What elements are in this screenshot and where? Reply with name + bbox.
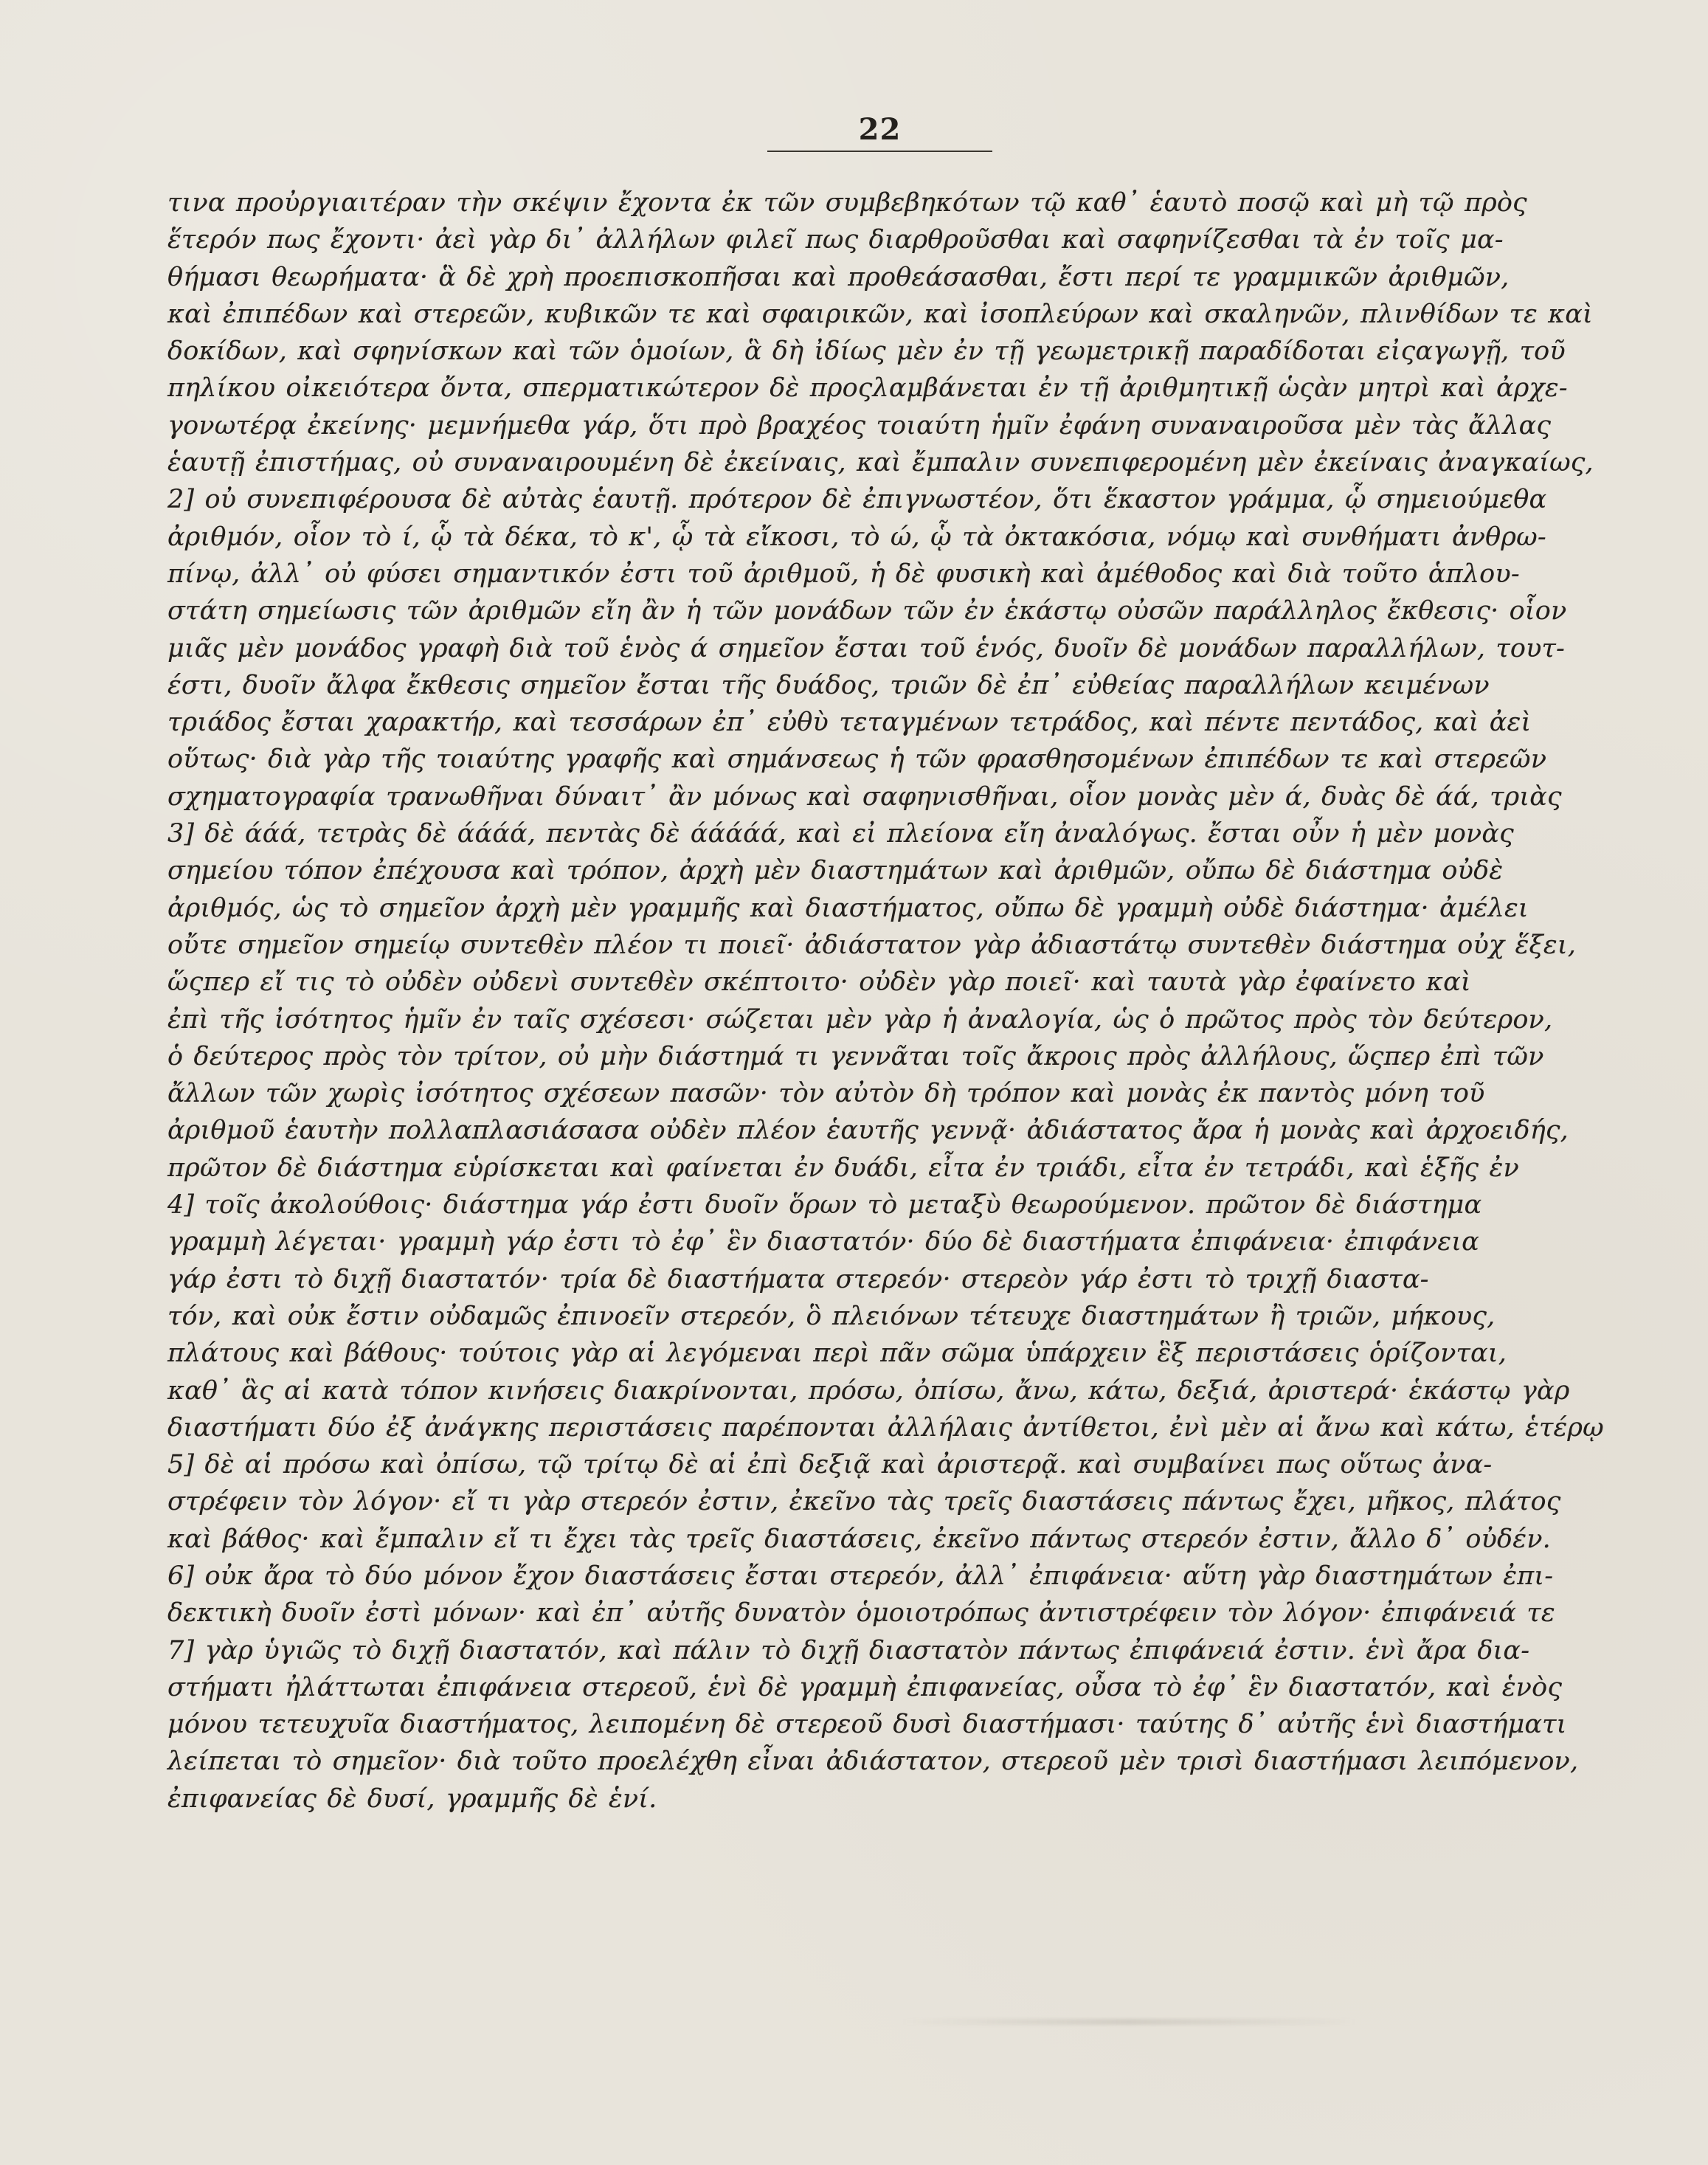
text-line: καθ᾽ ἃς αἱ κατὰ τόπον κινήσεις διακρίνονται, πρόσω, ὀπίσω, ἄνω, κάτω, δεξιά, ἀριστερά· ἑκάστῳ γὰρ xyxy=(167,1375,1570,1406)
text-line: 3] δὲ άάά, τετρὰς δὲ άάάά, πεντὰς δὲ άάάάά, καὶ εἰ πλείονα εἴη ἀναλόγως. ἔσται οὖν ἡ μὲν μονὰς xyxy=(167,819,1514,849)
text-line: ἐπιφανείας δὲ δυσί, γραμμῆς δὲ ἑνί. xyxy=(167,1784,657,1814)
text-line: 2] οὐ συνεπιφέρουσα δὲ αὐτὰς ἑαυτῇ. πρότερον δὲ ἐπιγνωστέον, ὅτι ἕκαστον γράμμα, ᾧ σημειούμεθα xyxy=(167,485,1547,515)
text-line: ὁ δεύτερος πρὸς τὸν τρίτον, οὐ μὴν διάστημά τι γεννᾶται τοῖς ἄκροις πρὸς ἀλλήλους, ὥςπερ ἐπὶ τῶν xyxy=(167,1041,1544,1071)
page-number: 22 xyxy=(858,112,902,147)
text-line: σχηματογραφία τρανωθῆναι δύναιτ᾽ ἂν μόνως καὶ σαφηνισθῆναι, οἷον μονὰς μὲν ά, δυὰς δὲ άά, τριὰς xyxy=(167,781,1562,812)
text-line: τριάδος ἔσται χαρακτήρ, καὶ τεσσάρων ἐπ᾽ εὐθὺ τεταγμένων τετράδος, καὶ πέντε πεντάδος, καὶ ἀεὶ xyxy=(167,708,1532,738)
text-line: ἀριθμόν, οἷον τὸ ί, ᾧ τὰ δέκα, τὸ κ', ᾧ τὰ εἴκοσι, τὸ ώ, ᾧ τὰ ὀκτακόσια, νόμῳ καὶ συνθήματι ἀνθρω- xyxy=(167,522,1546,552)
text-line: έστι, δυοῖν ἄλφα ἔκθεσις σημεῖον ἔσται τῆς δυάδος, τριῶν δὲ ἐπ᾽ εὐθείας παραλλήλων κειμένων xyxy=(167,670,1490,700)
text-line: θήμασι θεωρήματα· ἃ δὲ χρὴ προεπισκοπῆσαι καὶ προθεάσασθαι, ἔστι περί τε γραμμικῶν ἀριθμῶν, xyxy=(167,262,1510,292)
text-line: οὔτε σημεῖον σημείῳ συντεθὲν πλέον τι ποιεῖ· ἀδιάστατον γὰρ ἀδιαστάτῳ συντεθὲν διάστημα οὐχ ἕξει, xyxy=(167,930,1576,960)
text-line: 7] γὰρ ὑγιῶς τὸ διχῇ διαστατόν, καὶ πάλιν τὸ διχῇ διαστατὸν πάντως ἐπιφάνειά ἐστιν. ἑνὶ ἄρα δια- xyxy=(167,1635,1530,1665)
text-line: ἕτερόν πως ἔχοντι· ἀεὶ γὰρ δι᾽ ἀλλήλων φιλεῖ πως διαρθροῦσθαι καὶ σαφηνίζεσθαι τὰ ἐν τοῖς μα- xyxy=(167,225,1504,255)
text-line: ἀριθμοῦ ἑαυτὴν πολλαπλασιάσασα οὐδὲν πλέον ἑαυτῆς γεννᾷ· ἀδιάστατος ἄρα ἡ μονὰς καὶ ἀρχοειδής, xyxy=(167,1116,1569,1146)
text-line: στήματι ἠλάττωται ἐπιφάνεια στερεοῦ, ἑνὶ δὲ γραμμὴ ἐπιφανείας, οὖσα τὸ ἐφ᾽ ἓν διαστατόν, καὶ ἑνὸς xyxy=(167,1672,1563,1702)
text-line: καὶ βάθος· καὶ ἔμπαλιν εἴ τι ἔχει τὰς τρεῖς διαστάσεις, ἐκεῖνο πάντως στερεόν ἐστιν, ἄλλο δ᾽ οὐδέν. xyxy=(167,1524,1551,1554)
text-line: μιᾶς μὲν μονάδος γραφὴ διὰ τοῦ ἑνὸς ά σημεῖον ἔσται τοῦ ἑνός, δυοῖν δὲ μονάδων παραλλήλων, τουτ- xyxy=(167,633,1566,663)
text-line: 4] τοῖς ἀκολούθοις· διάστημα γάρ ἐστι δυοῖν ὅρων τὸ μεταξὺ θεωρούμενον. πρῶτον δὲ διάστημα xyxy=(167,1190,1482,1220)
text-line: 5] δὲ αἱ πρόσω καὶ ὀπίσω, τῷ τρίτῳ δὲ αἱ ἐπὶ δεξιᾷ καὶ ἀριστερᾷ. καὶ συμβαίνει πως οὕτως ἀνα- xyxy=(167,1450,1493,1480)
text-line: πλάτους καὶ βάθους· τούτοις γὰρ αἱ λεγόμεναι περὶ πᾶν σῶμα ὑπάρχειν ἓξ περιστάσεις ὁρίζονται, xyxy=(167,1339,1507,1369)
text-line: καὶ ἐπιπέδων καὶ στερεῶν, κυβικῶν τε καὶ σφαιρικῶν, καὶ ἰσοπλεύρων καὶ σκαληνῶν, πλινθίδων τε καὶ xyxy=(167,299,1593,329)
text-line: γονωτέρᾳ ἐκείνης· μεμνήμεθα γάρ, ὅτι πρὸ βραχέος τοιαύτη ἡμῖν ἐφάνη συναναιροῦσα μὲν τὰς ἄλλας xyxy=(167,410,1552,441)
text-line: πίνῳ, ἀλλ᾽ οὐ φύσει σημαντικόν ἐστι τοῦ ἀριθμοῦ, ἡ δὲ φυσικὴ καὶ ἀμέθοδος καὶ διὰ τοῦτο ἁπλου- xyxy=(167,559,1520,589)
text-line: σημείου τόπον ἐπέχουσα καὶ τρόπον, ἀρχὴ μὲν διαστημάτων καὶ ἀριθμῶν, οὔπω δὲ διάστημα οὐδὲ xyxy=(167,856,1504,886)
text-line: μόνου τετευχυῖα διαστήματος, λειπομένη δὲ στερεοῦ δυσὶ διαστήμασι· ταύτης δ᾽ αὐτῆς ἑνὶ διαστήματι xyxy=(167,1710,1567,1740)
text-line: οὕτως· διὰ γὰρ τῆς τοιαύτης γραφῆς καὶ σημάνσεως ἡ τῶν φρασθησομένων ἐπιπέδων τε καὶ στερεῶν xyxy=(167,745,1547,775)
text-line: ὥςπερ εἴ τις τὸ οὐδὲν οὐδενὶ συντεθὲν σκέπτοιτο· οὐδὲν γὰρ ποιεῖ· καὶ ταυτὰ γὰρ ἐφαίνετο καὶ xyxy=(167,967,1471,998)
text-line: 6] οὐκ ἄρα τὸ δύο μόνον ἔχον διαστάσεις ἔσται στερεόν, ἀλλ᾽ ἐπιφάνεια· αὕτη γὰρ διαστημάτων ἐπι- xyxy=(167,1561,1554,1591)
text-line: λείπεται τὸ σημεῖον· διὰ τοῦτο προελέχθη εἶναι ἀδιάστατον, στερεοῦ μὲν τρισὶ διαστήμασι λειπόμενον, xyxy=(167,1747,1579,1777)
greek-text-block xyxy=(167,184,1604,1817)
text-line: ἄλλων τῶν χωρὶς ἰσότητος σχέσεων πασῶν· τὸν αὐτὸν δὴ τρόπον καὶ μονὰς ἐκ παντὸς μόνη τοῦ xyxy=(167,1079,1485,1109)
text-line: δοκίδων, καὶ σφηνίσκων καὶ τῶν ὁμοίων, ἃ δὴ ἰδίως μὲν ἐν τῇ γεωμετρικῇ παραδίδοται εἰςαγωγῇ, τοῦ xyxy=(167,336,1566,367)
text-line: τινα προὐργιαιτέραν τὴν σκέψιν ἔχοντα ἐκ τῶν συμβεβηκότων τῷ καθ᾽ ἑαυτὸ ποσῷ καὶ μὴ τῷ πρὸς xyxy=(167,188,1527,218)
page-header xyxy=(767,112,992,156)
text-line: ἀριθμός, ὡς τὸ σημεῖον ἀρχὴ μὲν γραμμῆς καὶ διαστήματος, οὔπω δὲ γραμμὴ οὐδὲ διάστημα· ἀμέλει xyxy=(167,893,1529,923)
text-line: ἐπὶ τῆς ἰσότητος ἡμῖν ἐν ταῖς σχέσεσι· σώζεται μὲν γὰρ ἡ ἀναλογία, ὡς ὁ πρῶτος πρὸς τὸν δεύτερον, xyxy=(167,1004,1553,1035)
text-line: τόν, καὶ οὐκ ἔστιν οὐδαμῶς ἐπινοεῖν στερεόν, ὃ πλειόνων τέτευχε διαστημάτων ἢ τριῶν, μήκους, xyxy=(167,1301,1496,1331)
text-line: δεκτικὴ δυοῖν ἐστὶ μόνων· καὶ ἐπ᾽ αὐτῆς δυνατὸν ὁμοιοτρόπως ἀντιστρέφειν τὸν λόγον· ἐπιφάνειά τε xyxy=(167,1598,1555,1629)
text-line: γάρ ἐστι τὸ διχῇ διαστατόν· τρία δὲ διαστήματα στερεόν· στερεὸν γάρ ἐστι τὸ τριχῇ διαστα- xyxy=(167,1264,1429,1294)
text-line: γραμμὴ λέγεται· γραμμὴ γάρ ἐστι τὸ ἐφ᾽ ἓν διαστατόν· δύο δὲ διαστήματα ἐπιφάνεια· ἐπιφάνεια xyxy=(167,1227,1479,1257)
show-through-mark xyxy=(900,2019,1358,2025)
text-line: πρῶτον δὲ διάστημα εὑρίσκεται καὶ φαίνεται ἐν δυάδι, εἶτα ἐν τριάδι, εἶτα ἐν τετράδι, καὶ ἑξῆς ἐν xyxy=(167,1153,1519,1183)
text-line: στάτη σημείωσις τῶν ἀριθμῶν εἴη ἂν ἡ τῶν μονάδων τῶν ἐν ἑκάστῳ οὐσῶν παράλληλος ἔκθεσις· οἷον xyxy=(167,596,1567,626)
header-rule xyxy=(767,151,992,152)
text-line: στρέφειν τὸν λόγον· εἴ τι γὰρ στερεόν ἐστιν, ἐκεῖνο τὰς τρεῖς διαστάσεις πάντως ἔχει, μῆκος, πλάτος xyxy=(167,1487,1561,1517)
text-line: πηλίκου οἰκειότερα ὄντα, σπερματικώτερον δὲ προςλαμβάνεται ἐν τῇ ἀριθμητικῇ ὡςὰν μητρὶ καὶ ἀρχε- xyxy=(167,373,1568,404)
text-line: ἑαυτῇ ἐπιστήμας, οὐ συναναιρουμένη δὲ ἐκείναις, καὶ ἔμπαλιν συνεπιφερομένη μὲν ἐκείναις ἀναγκαίως, xyxy=(167,448,1594,478)
text-line: διαστήματι δύο ἐξ ἀνάγκης περιστάσεις παρέπονται ἀλλήλαις ἀντίθετοι, ἐνὶ μὲν αἱ ἄνω καὶ κάτω, ἑτέρῳ xyxy=(167,1412,1604,1443)
